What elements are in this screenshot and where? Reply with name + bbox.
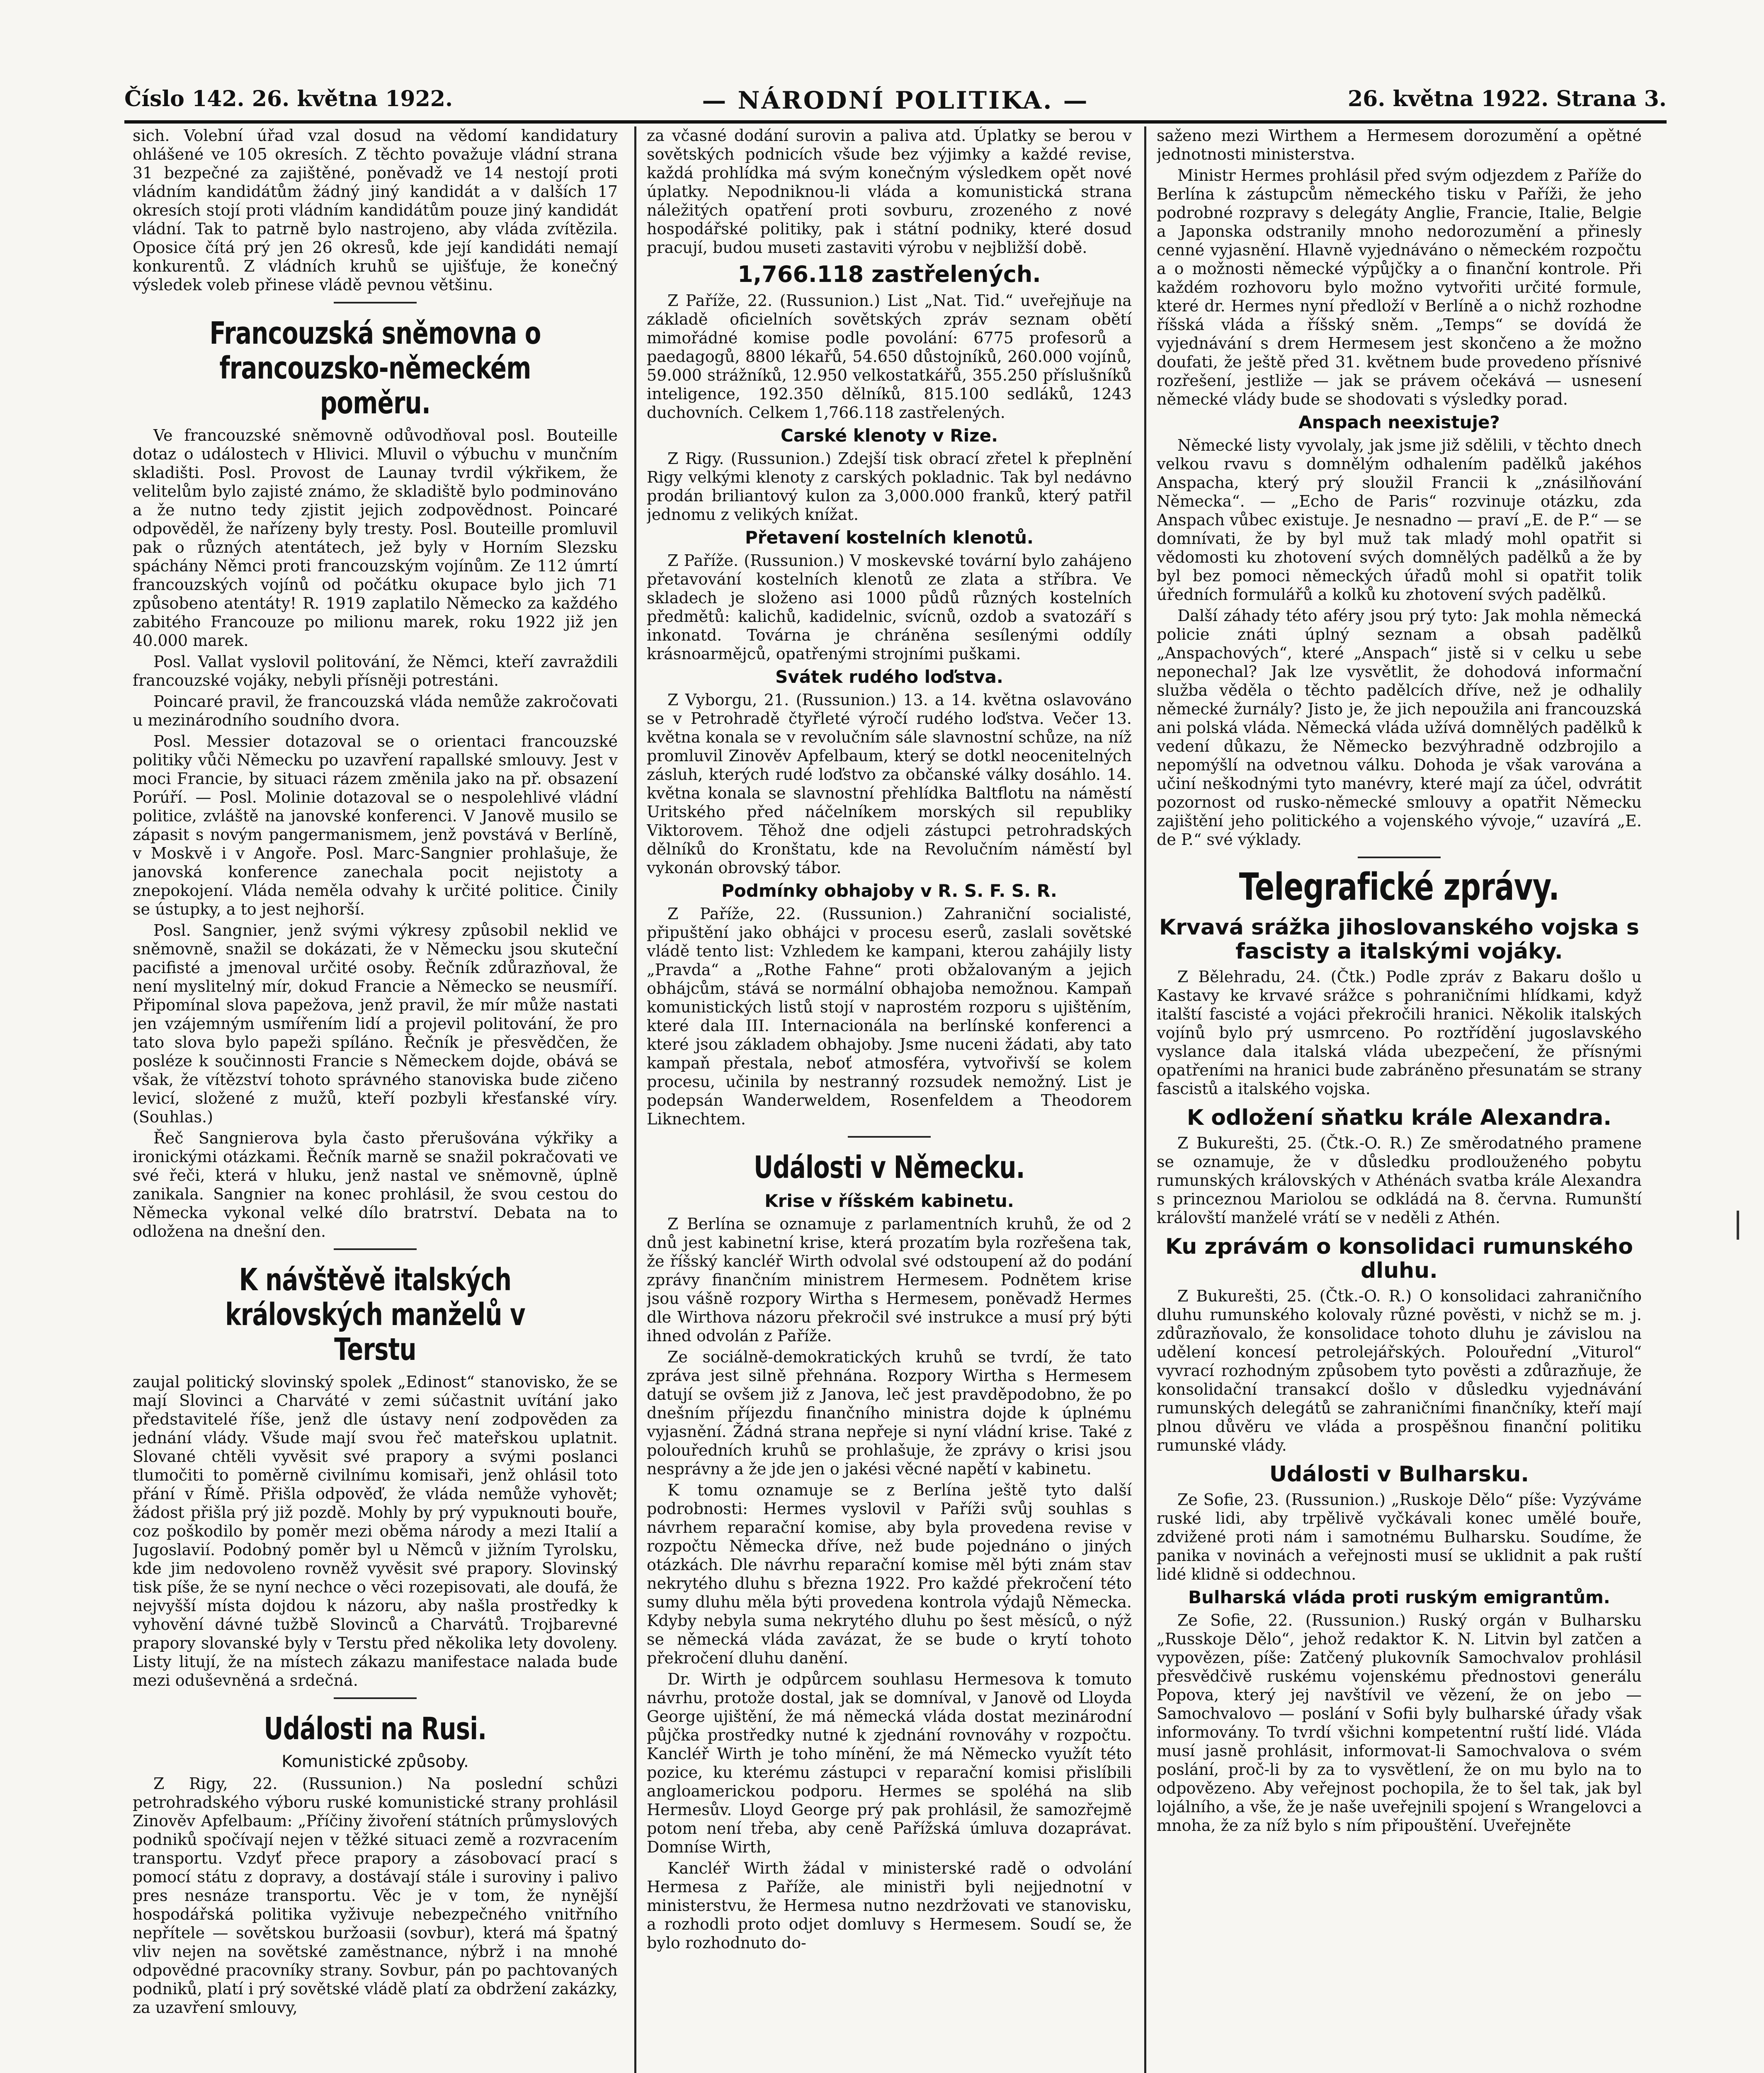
article-text: Ze Sofie, 22. (Russunion.) Ruský orgán v Bulharsku „Russkoje Dělo“, jehož redaktor K. N. Litvin byl zatčen a vypovězen, píše: Zatčený plukovník Samochvalov prohlásil přesvědčivě ruskému vojenskému přednostovi generálu Popova, který jej navštívil ve vězení, že on jebo — Samochvalovo — poslání v Sofii byly bulharské úřady však informovány. To tvrdí všichni kompetentní ruští lidé. Vláda musí jasně prohlásit, informovat-li Samochvalova o svém poslání, proč-li by za to vysvětlení, že on mu bylo na to odpovězeno. Aby veřejnost pochopila, že to šel tak, jak byl lojálního, a vše, že je naše uveřejnili spojení s Wrangelovci a mnoha, že za níž bylo s ním připouštění. Uveřejněte [1157, 1611, 1642, 1835]
column-3 [1157, 126, 1642, 2073]
subheadline: Komunistické způsoby. [281, 1752, 469, 1771]
section-heading: Anspach neexistuje? [1298, 412, 1500, 432]
article-text: zaujal politický slovinský spolek „Edinost“ stanovisko, že se mají Slovinci a Charváté v zemi súčastnit uvítání jako představitelé říše, jenž dle ústavy není zodpověden za jednání vlády. Všude mají svou řeč mateřskou uplatnit. Slované chtěli vyvěsit své prapory a svými poslanci tlumočiti to poměrně civilnímu komisaři, jenž ohlásil toto přání v Římě. Přišla odpověď, že vláda nemůže vyhovět; žádost přišla prý již pozdě. Mohly by prý vypuknouti bouře, coz poškodilo by poměr mezi oběma národy a mezi Italií a Jugoslavií. Podobný poměr byl u Němců v jižním Tyrolsku, kde jim nedovoleno rovněž vyvěsit své prapory. Slovinský tisk píše, že se nyní nechce o věci rozepisovati, ale doufá, že nejvyšší místa dojdou k názoru, aby našla prostředky k vyhovění dávné tužbě Slovinců a Charvátů. Trojbarevné prapory slovanské byly v Terstu před několika lety dovoleny. Listy litují, že na místech zákazu manifestace nalada bude mezi oduševněná a srdečná. [133, 1373, 618, 1689]
page-number-date: 26. května 1922. Strana 3. [1347, 86, 1667, 112]
article-text: sich. Volební úřad vzal dosud na vědomí kandidatury ohlášené ve 105 okresích. Z těchto považuje vládní strana 31 bezpečné za zajištěné, poněvadž ve 14 nestojí proti vládním kandidátům žádný jiný kandidát a v dalších 17 okresích stojí proti vládním kandidátům pouze jiný kandidát vládní. Tak to patrně bylo nastrojeno, aby vláda zvítězila. Oposice čítá prý jen 26 okresů, kde její kandidáti nemají konkurentů. Z vládních kruhů se ujišťuje, že konečný výsledek voleb přinese vládě pevnou většinu. [133, 126, 618, 294]
article-text: Posl. Messier dotazoval se o orientaci francouzské politiky vůči Německu po uzavření rapallské smlouvy. Jest v moci Francie, by situaci rázem změnila jako na př. obsazení Porúří. — Posl. Molinie dotazoval se o nespolehlivé vládní politice, zvláště na janovské konferenci. V Janově musilo se zápasit s novým pangermanismem, jenž povstává v Berlíně, v Moskvě i v Angoře. Posl. Marc-Sangnier prohlašuje, že janovská konference zanechala pocit nejistoty a znepokojení. Vláda neměla odvahy k určité politice. Činily se ústupky, a to jest nejhorší. [133, 732, 618, 918]
section-heading: Přetavení kostelních klenotů. [745, 527, 1034, 548]
headline: Události na Rusi. [264, 1711, 487, 1747]
article-text: saženo mezi Wirthem a Hermesem dorozumění a opětné jednotnosti ministerstva. [1157, 126, 1642, 163]
article-text: Dr. Wirth je odpůrcem souhlasu Hermesova k tomuto návrhu, protože dostal, jak se domníval, v Janově od Lloyda George ujištění, že má německá vláda dostat mezinárodní půjčka prostředky nutné k zjednání rovnováhy v rozpočtu. Kancléř Wirth je toho mínění, že má Německo využít této pozice, ku kterému zástupci v reparační komisi přislíbili angloamerickou podporu. Hermes se spoléhá na slib Hermesův. Lloyd George prý pak prohlásil, že samozřejmě potom není třeba, aby ceně Pařížská úmluva dozaprávat. Domníse Wirth, [647, 1670, 1132, 1856]
article-text: Německé listy vyvolaly, jak jsme již sdělili, v těchto dnech velkou rvavu s domnělým odhalením padělků jakéhos Anspacha, který prý sloužil Francii k „znásilňování Německa“. — „Echo de Paris“ rozvinuje otázku, zda Anspach vůbec existuje. Je nesnadno — praví „E. de P.“ — se domnívati, že by byl muž tak mladý mohl opatřit si vědomosti ku zhotovení svých domnělých padělků a že by byl bez pomoci německých úřadů mohl si opatřit tolik úředních formulářů a kolků ku zhotovení svých padělků. [1157, 436, 1642, 604]
page-header [124, 83, 1667, 124]
headline: Francouzská sněmovna o francouzsko-německém poměru. [209, 316, 541, 421]
section-heading: Carské klenoty v Rize. [780, 425, 998, 446]
article-text: Z Berlína se oznamuje z parlamentních kruhů, že od 2 dnů jest kabinetní krise, která prozatím byla rozřešena tak, že říšský kancléř Wirth odvolal své odstoupení až do podání zprávy finančním ministrem Hermesem. Podnětem krise jsou vášně rozpory Wirtha s Hermesem, poněvadž Hermes dle Wirthova názoru překročil své instrukce a musí prý býti ihned odvolán z Paříže. [647, 1215, 1132, 1345]
article-text: Z Paříže. (Russunion.) V moskevské tovární bylo zahájeno přetavování kostelních klenotů ze zlata a stříbra. Ve skladech je složeno asi 1000 půdů různých kostelních předmětů: kalichů, kadidelnic, svícnů, ozdob a svatozáří s inkonatd. Továrna je chráněna sesílenými oddíly krásnoarmějců, opatřenými strojními puškami. [647, 551, 1132, 663]
article-text: Z Bělehradu, 24. (Čtk.) Podle zpráv z Bakaru došlo u Kastavy ke krvavé srážce s pohraničními hlídkami, když italští fascisté a vojáci překročili hranici. Několik italských vojínů bylo prý usmrceno. Po roztřídění jugoslavského vyslance dala italská vláda ubezpečení, že přísnými opatřeními na hranici bude zabráněno přesunatám se strany fascistů a italského vojska. [1157, 968, 1642, 1098]
article-text: Poincaré pravil, že francouzská vláda nemůže zakročovati u mezinárodního soudního dvora. [133, 692, 618, 729]
article-text: za včasné dodání surovin a paliva atd. Úplatky se berou v sovětských podnicích všude bez výjimky a každé revise, každá prohlídka má svým konečným výsledkem opět nové úplatky. Nepodniknou-li vláda a komunistická strana náležitých opatření proti sovburu, zrozeného z nové hospodářské politiky, pak i státní podniky, které dosud pracují, budou museti zastaviti výrobu v nejbližší době. [647, 126, 1132, 257]
subheadline: Krise v říšském kabinetu. [764, 1191, 1014, 1211]
article-text: Z Vyborgu, 21. (Russunion.) 13. a 14. května oslavováno se v Petrohradě čtyřleté výročí rudého loďstva. Večer 13. května konala se v revolučním sále slavnostní schůze, na níž promluvil Zinověv Apfelbaum, který se dotkl neocenitelných zásluh, kterých rudé loďstvo za občanské války dosáhlo. 14. května konala se slavnostní přehlídka Baltflotu na náměstí Uritského před náčelníkem morských sil republiky Viktorovem. Těhož dne odjeli zástupci petrohradských dělníků do Kronštatu, kde na Revolučním náměstí byl vykonán obrovský tábor. [647, 691, 1132, 877]
article-text: Ve francouzské sněmovně odůvodňoval posl. Bouteille dotaz o událostech v Hlivici. Mluvil o výbuchu v munčním skladišti. Posl. Provost de Launay tvrdil výkřikem, že velitelům bylo zajisté známo, že skladiště bylo podminováno a že nutno tedy zjistit jejich zodpovědnost. Poincaré odpověděl, že nařízeny byly tresty. Posl. Bouteille promluvil pak o různých atentátech, jež byly v Horním Slezsku spáchány Němci proti francouzským vojínům. Ze 112 úmrtí francouzských vojínů od počátku okupace bylo jich 71 způsobeno atentáty! R. 1919 zaplatilo Německo za každého zabitého Francouze po milionu marek, roku 1922 již jen 40.000 marek. [133, 426, 618, 650]
headline: K odložení sňatku krále Alexandra. [1187, 1105, 1612, 1130]
article-text: Řeč Sangnierova byla často přerušována výkřiky a ironickými otázkami. Řečník marně se snažil pokračovati ve své řeči, která v hluku, jenž nastal ve sněmovně, úplně zanikala. Sangnier na konec prohlásil, že svou cestou do Německa vykonal velké dílo bratrství. Debata na to odložena na dnešní den. [133, 1129, 618, 1240]
article-text: Posl. Vallat vyslovil politování, že Němci, kteří zavraždili francouzské vojáky, nebyli přísněji potrestáni. [133, 653, 618, 689]
headline: 1,766.118 zastřelených. [738, 261, 1041, 287]
column-rule [634, 126, 636, 2073]
column-rule [1144, 126, 1146, 2073]
article-text: Kancléř Wirth žádal v ministerské radě o odvolání Hermesa z Paříže, ale ministři byli nejjednotní v ministerstvu, že Hermesa nutno nezdržovati ve stanovisku, a rozhodli proto odjet domluvy s Hermesem. Soudí se, že bylo rozhodnuto do- [647, 1859, 1132, 1952]
column-1 [133, 126, 618, 2073]
divider [334, 302, 417, 303]
divider [1358, 857, 1441, 858]
article-text: Z Bukurešti, 25. (Čtk.-O. R.) O konsolidaci zahraničního dluhu rumunského kolovaly různé pověsti, v nichž se m. j. zdůrazňovalo, že konsolidace tohoto dluhu je závislou na udělení koncesí petrolejářských. Polouřední „Viturol“ vyvrací rozhodným způsobem tyto pověsti a zdůrazňuje, že konsolidační transakcí došlo v důsledku vyjednávání rumunských delegátů se zahraničními finančníky, kteří mají plnou důvěru ve vláda a prospěšnou finanční politiku rumunské vlády. [1157, 1287, 1642, 1454]
article-text: Z Paříže, 22. (Russunion.) Zahraniční socialisté, připuštění jako obhájci v procesu eserů, zaslali sovětské vládě tento list: Vzhledem ke kampani, kterou zahájily listy „Pravda“ a „Rothe Fahne“ proti obžalovaným a jejich obhájcům, stává se normální obhajoba nemožnou. Kampaň komunistických listů stojí v naprostém rozporu s ujištěním, které dala III. Internacionála na berlínské konferenci a které jsou základem obhajoby. Jsme nuceni žádati, aby tato kampaň přestala, neboť atmosféra, vytvořivší se kolem procesu, učinila by nestranný rozsudek nemožný. List je podepsán Wanderweldem, Rosenfeldem a Theodorem Liknechtem. [647, 905, 1132, 1128]
headline: Události v Německu. [754, 1150, 1025, 1185]
divider [334, 1697, 417, 1699]
article-text: Ze sociálně-demokratických kruhů se tvrdí, že tato zpráva jest silně přehnána. Rozpory Wirtha s Hermesem datují se ovšem již z Janova, leč jest pravděpodobno, že po dnešním příjezdu finančního ministra dojde k úplnému vyjasnění. Žádná strana nepřeje si nyní vládní krise. Také z polouředních kruhů se prohlašuje, že zprávy o krisi jsou nesprávny a že jde jen o jakési věcné napětí v kabinetu. [647, 1348, 1132, 1478]
section-heading: Svátek rudého loďstva. [775, 667, 1003, 687]
article-text: Ze Sofie, 23. (Russunion.) „Ruskoje Dělo“ píše: Vyzýváme ruské lidi, aby trpělivě vyčkávali konec umělé bouře, zdvižené proti nám i samotnému Bulharsku. Soudíme, že panika v novinách a veřejnosti musí se uklidnit a pak ruští lidé klidně si oddechnou. [1157, 1490, 1642, 1583]
headline: Události v Bulharsku. [1269, 1462, 1529, 1487]
article-text: K tomu oznamuje se z Berlína ještě tyto další podrobnosti: Hermes vyslovil v Paříži svůj souhlas s návrhem reparační komise, aby byla provedena revise v rozpočtu Německa dříve, než bude pojednáno o jiných otázkách. Dle návrhu reparační komise měl býti znám stav nekrytého dluhu s března 1922. Pro každé překročení této sumy dluhu měla býti provedena kontrola výdajů Německa. Kdyby nebyla suma nekrytého dluhu po šest měsíců, o nýž se německá vláda zavázat, že se bude o krytí tohoto překročení dluhu danění. [647, 1481, 1132, 1667]
divider [848, 1136, 931, 1138]
article-text: Z Rigy. (Russunion.) Zdejší tisk obrací zřetel k přeplnění Rigy velkými klenoty z carských pokladnic. Tak byl nedávno prodán briliantový kulon za 3,000.000 franků, který patřil jednomu z velikých knížat. [647, 449, 1132, 524]
article-text: Z Rigy, 22. (Russunion.) Na poslední schůzi petrohradského výboru ruské komunistické strany prohlásil Zinověv Apfelbaum: „Příčiny živoření státních průmyslových podniků spočívají nejen v těžké situaci země a rozvracením transportu. Vzdyť přece prapory a zásobovací prací s pomocí státu z dopravy, a dostávají stále i suroviny i palivo pres nesnáze transportu. Věc je v tom, že nynější hospodářská politika vyživuje nebezpečného vnitřního nepřítele — sovětskou buržoasii (sovbur), která má špatný vliv nejen na sovětské zaměstnance, nýbrž i na mnohé odpovědné pracovníky strany. Sovbur, pán po pachtovaných podniků, platí i prý sovětské vládě platí za obdržení zakázky, za uzavření smlouvy, [133, 1774, 618, 2017]
column-2 [647, 126, 1132, 2073]
article-text: Posl. Sangnier, jenž svými výkresy způsobil neklid ve sněmovně, snažil se dokázati, že v Německu jsou skuteční pacifisté a jmenoval určité osoby. Řečník zdůrazňoval, že není myslitelný mír, dokud Francie a Německo se neusmíří. Připomínal slova papežova, jenž pravil, že mír může nastati jen vzájemným usmířením lidí a projevil politování, že pro tato slova bylo papeži spíláno. Řečník je přesvědčen, že posléze k součinnosti Francie s Německem dojde, obává se však, že vítězství tohoto správného stanoviska bude zičeno levicí, složené z mužů, kteří pozbyli křesťanské víry. (Souhlas.) [133, 921, 618, 1126]
divider [334, 1248, 417, 1250]
headline: K návštěvě italských královských manželů v Terstu [225, 1262, 525, 1367]
article-text: Další záhady této aféry jsou prý tyto: Jak mohla německá policie znáti úplný seznam a obsah padělků „Anspachových“, které „Anspach“ jistě si v celku u sebe neponechal? Jak lze vysvětlit, že dohodová informační služba věděla o těchto padělcích dříve, než je odhalily německé žurnály? Jisto je, že jich nepoužila ani francouzská ani polská vláda. Německá vláda užívá domnělých padělků k vedení důkazu, že Německo bezvýhradně odzbrojilo a nepomýšlí na odvetnou válku. Dohoda je však varována a učiní neškodnými tyto manévry, které mají za účel, odvrátit pozornost od rusko-německé smlouvy a opatřit Německu zajištění jeho politického a vojenského vývoje,“ uzavírá „E. de P.“ své výklady. [1157, 607, 1642, 849]
article-text: Z Bukurešti, 25. (Čtk.-O. R.) Ze směrodatného pramene se oznamuje, že v důsledku prodlouženého pobytu rumunských královských v Athénách svatba krále Alexandra s princeznou Mariolou se odkládá na 8. června. Rumunští královští manželé vrátí se v neděli z Athén. [1157, 1134, 1642, 1227]
headline: Telegrafické zprávy. [1239, 865, 1560, 909]
headline: Ku zprávám o konsolidaci rumunského dluhu. [1165, 1234, 1633, 1283]
headline: Krvavá srážka jihoslovanského vojska s fascisty a italskými vojáky. [1159, 915, 1639, 964]
section-heading: Podmínky obhajoby v R. S. F. S. R. [721, 881, 1057, 901]
article-text: Z Paříže, 22. (Russunion.) List „Nat. Tid.“ uveřejňuje na základě oficielních sovětských zpráv seznam obětí mimořádné komise podle povolání: 6775 profesorů a paedagogů, 8800 lékařů, 54.650 důstojníků, 260.000 vojínů, 59.000 strážníků, 12.950 velkostatkářů, 355.250 příslušníků inteligence, 192.350 dělníků, 815.100 sedláků, 1243 duchovních. Celkem 1,766.118 zastřelených. [647, 291, 1132, 422]
scan-margin-mark [1737, 1211, 1739, 1240]
article-text: Ministr Hermes prohlásil před svým odjezdem z Paříže do Berlína k zástupcům německého tisku v Paříži, že jeho podrobné rozpravy s delegáty Anglie, Francie, Italie, Belgie a Japonska odstranily mnoho nedorozumění a přinesly cenné vyjasnění. Hlavně vyjednáváno o německém rozpočtu a o možnosti německé výpůjčky a o finanční kontrole. Při každém rozhovoru bylo možno vytvořiti určité formule, které dr. Hermes nyní předloží v Berlíně a o nichž rozhodne říšská vláda a říšský sněm. „Temps“ se dovídá že vyjednávání s drem Hermesem jest skončeno a že možno doufati, že ještě před 31. květnem bude provedeno přísnivé rozřešení, jestliže — jak se právem očekává — usnesení německé vlády bude se shodovati s výsledky porad. [1157, 166, 1642, 408]
masthead-title: — NÁRODNÍ POLITIKA. — [702, 86, 1089, 114]
issue-number-date: Číslo 142. 26. května 1922. [124, 86, 453, 112]
section-heading: Bulharská vláda proti ruským emigrantům. [1188, 1587, 1610, 1607]
